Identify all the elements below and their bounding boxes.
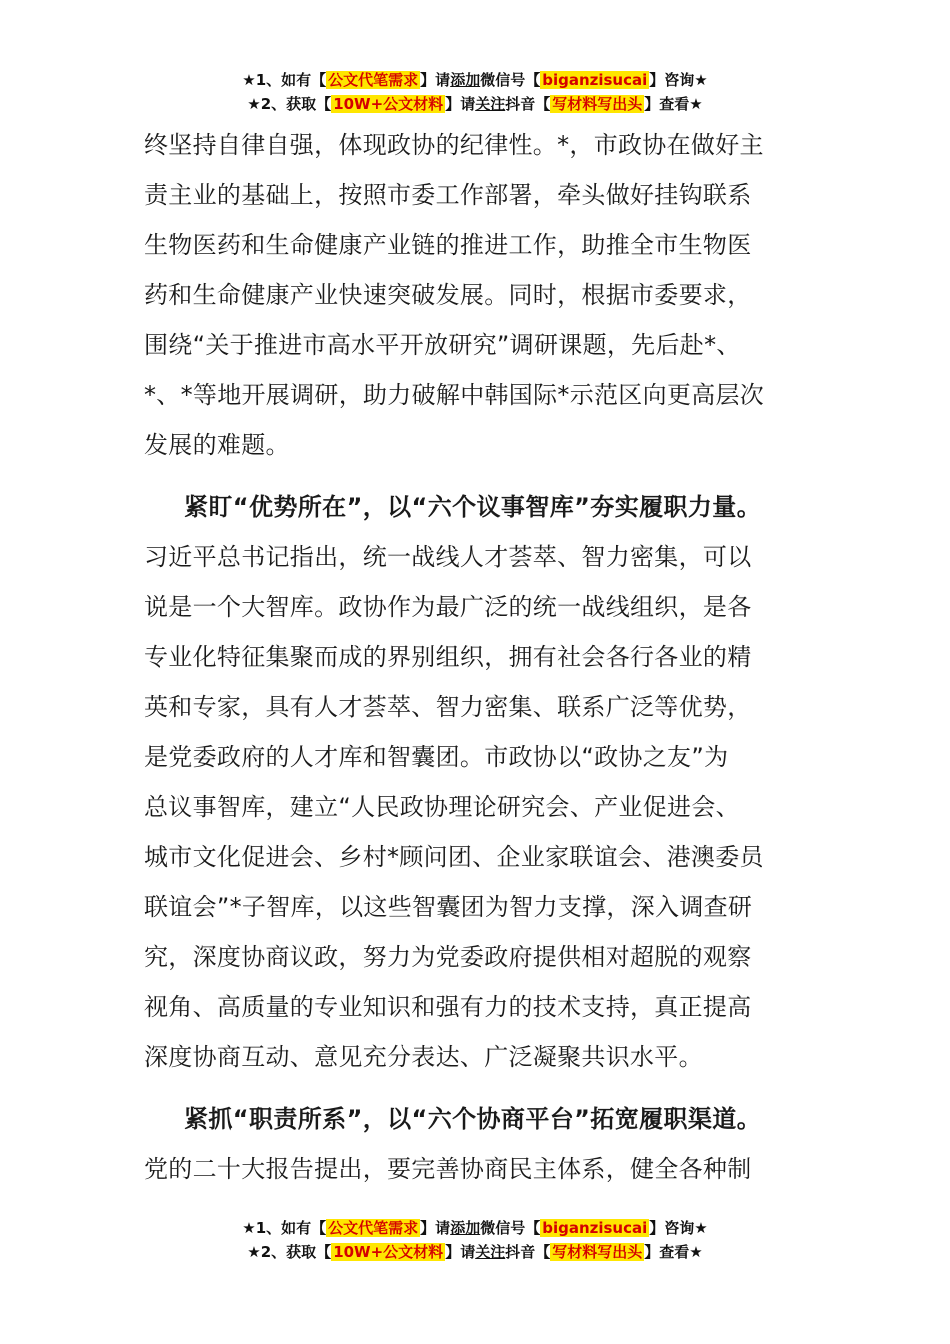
banner-line-2 bbox=[0, 92, 950, 116]
banner-highlight: biganzisucai bbox=[542, 1219, 648, 1237]
section-heading: 紧盯“优势所在”，以“六个议事智库”夯实履职力量。 bbox=[184, 493, 762, 521]
text-line: 究，深度协商议政，努力为党委政府提供相对超脱的观察 bbox=[144, 943, 752, 971]
banner-highlight: biganzisucai bbox=[542, 71, 648, 89]
banner-text: 】请 bbox=[420, 71, 451, 89]
banner-underlined: 添加 bbox=[450, 1219, 481, 1237]
banner-text: 】咨询★ bbox=[649, 1219, 708, 1237]
banner-underlined: 添加 bbox=[450, 71, 481, 89]
text-line: 生物医药和生命健康产业链的推进工作，助推全市生物医 bbox=[144, 231, 752, 259]
banner-text: ★1、如有【 bbox=[242, 1219, 327, 1237]
text-line: 发展的难题。 bbox=[144, 431, 290, 459]
banner-text: ★1、如有【 bbox=[242, 71, 327, 89]
banner-text: 抖音【 bbox=[505, 95, 551, 113]
text-line: 是党委政府的人才库和智囊团。市政协以“政协之友”为 bbox=[144, 743, 729, 771]
banner-text: ★2、获取【 bbox=[247, 95, 332, 113]
banner-text: 】请 bbox=[445, 1243, 476, 1261]
banner-text: 】查看★ bbox=[644, 95, 703, 113]
banner-line-1 bbox=[0, 1216, 950, 1240]
text-line: 习近平总书记指出，统一战线人才荟萃、智力密集，可以 bbox=[144, 543, 752, 571]
banner-line-1 bbox=[0, 68, 950, 92]
banner-text: 抖音【 bbox=[505, 1243, 551, 1261]
text-line: 说是一个大智库。政协作为最广泛的统一战线组织，是各 bbox=[144, 593, 752, 621]
banner-line-2 bbox=[0, 1240, 950, 1264]
footer-banner bbox=[0, 1216, 950, 1264]
text-line: 责主业的基础上，按照市委工作部署，牵头做好挂钩联系 bbox=[144, 181, 752, 209]
banner-text: 】请 bbox=[420, 1219, 451, 1237]
banner-underlined: 关注 bbox=[475, 95, 506, 113]
text-line: 城市文化促进会、乡村*顾问团、企业家联谊会、港澳委员 bbox=[144, 843, 764, 871]
banner-highlight: 10W+公文材料 bbox=[333, 1243, 444, 1261]
document-body bbox=[144, 120, 824, 1194]
banner-highlight: 公文代笔需求 bbox=[328, 1219, 419, 1237]
text-line: 视角、高质量的专业知识和强有力的技术支持，真正提高 bbox=[144, 993, 752, 1021]
text-line: 联谊会”*子智库，以这些智囊团为智力支撑，深入调查研 bbox=[144, 893, 753, 921]
text-line: 深度协商互动、意见充分表达、广泛凝聚共识水平。 bbox=[144, 1043, 703, 1071]
text-line: 专业化特征集聚而成的界别组织，拥有社会各行各业的精 bbox=[144, 643, 752, 671]
banner-text: 】请 bbox=[445, 95, 476, 113]
text-line: 终坚持自律自强，体现政协的纪律性。*，市政协在做好主 bbox=[144, 131, 764, 159]
banner-text: 微信号【 bbox=[480, 71, 541, 89]
banner-highlight: 公文代笔需求 bbox=[328, 71, 419, 89]
text-line: 总议事智库，建立“人民政协理论研究会、产业促进会、 bbox=[144, 793, 740, 821]
text-line: 英和专家，具有人才荟萃、智力密集、联系广泛等优势， bbox=[144, 693, 752, 721]
banner-underlined: 关注 bbox=[475, 1243, 506, 1261]
banner-text: 微信号【 bbox=[480, 1219, 541, 1237]
header-banner bbox=[0, 68, 950, 116]
text-line: 药和生命健康产业快速突破发展。同时，根据市委要求， bbox=[144, 281, 752, 309]
text-line: 围绕“关于推进市高水平开放研究”调研课题，先后赴*、 bbox=[144, 331, 741, 359]
banner-text: ★2、获取【 bbox=[247, 1243, 332, 1261]
banner-text: 】咨询★ bbox=[649, 71, 708, 89]
banner-highlight: 写材料写出头 bbox=[552, 95, 643, 113]
text-line: 党的二十大报告提出，要完善协商民主体系，健全各种制 bbox=[144, 1155, 752, 1183]
section-heading: 紧抓“职责所系”，以“六个协商平台”拓宽履职渠道。 bbox=[184, 1105, 762, 1133]
banner-highlight: 写材料写出头 bbox=[552, 1243, 643, 1261]
banner-highlight: 10W+公文材料 bbox=[333, 95, 444, 113]
banner-text: 】查看★ bbox=[644, 1243, 703, 1261]
text-line: *、*等地开展调研，助力破解中韩国际*示范区向更高层次 bbox=[144, 381, 765, 409]
